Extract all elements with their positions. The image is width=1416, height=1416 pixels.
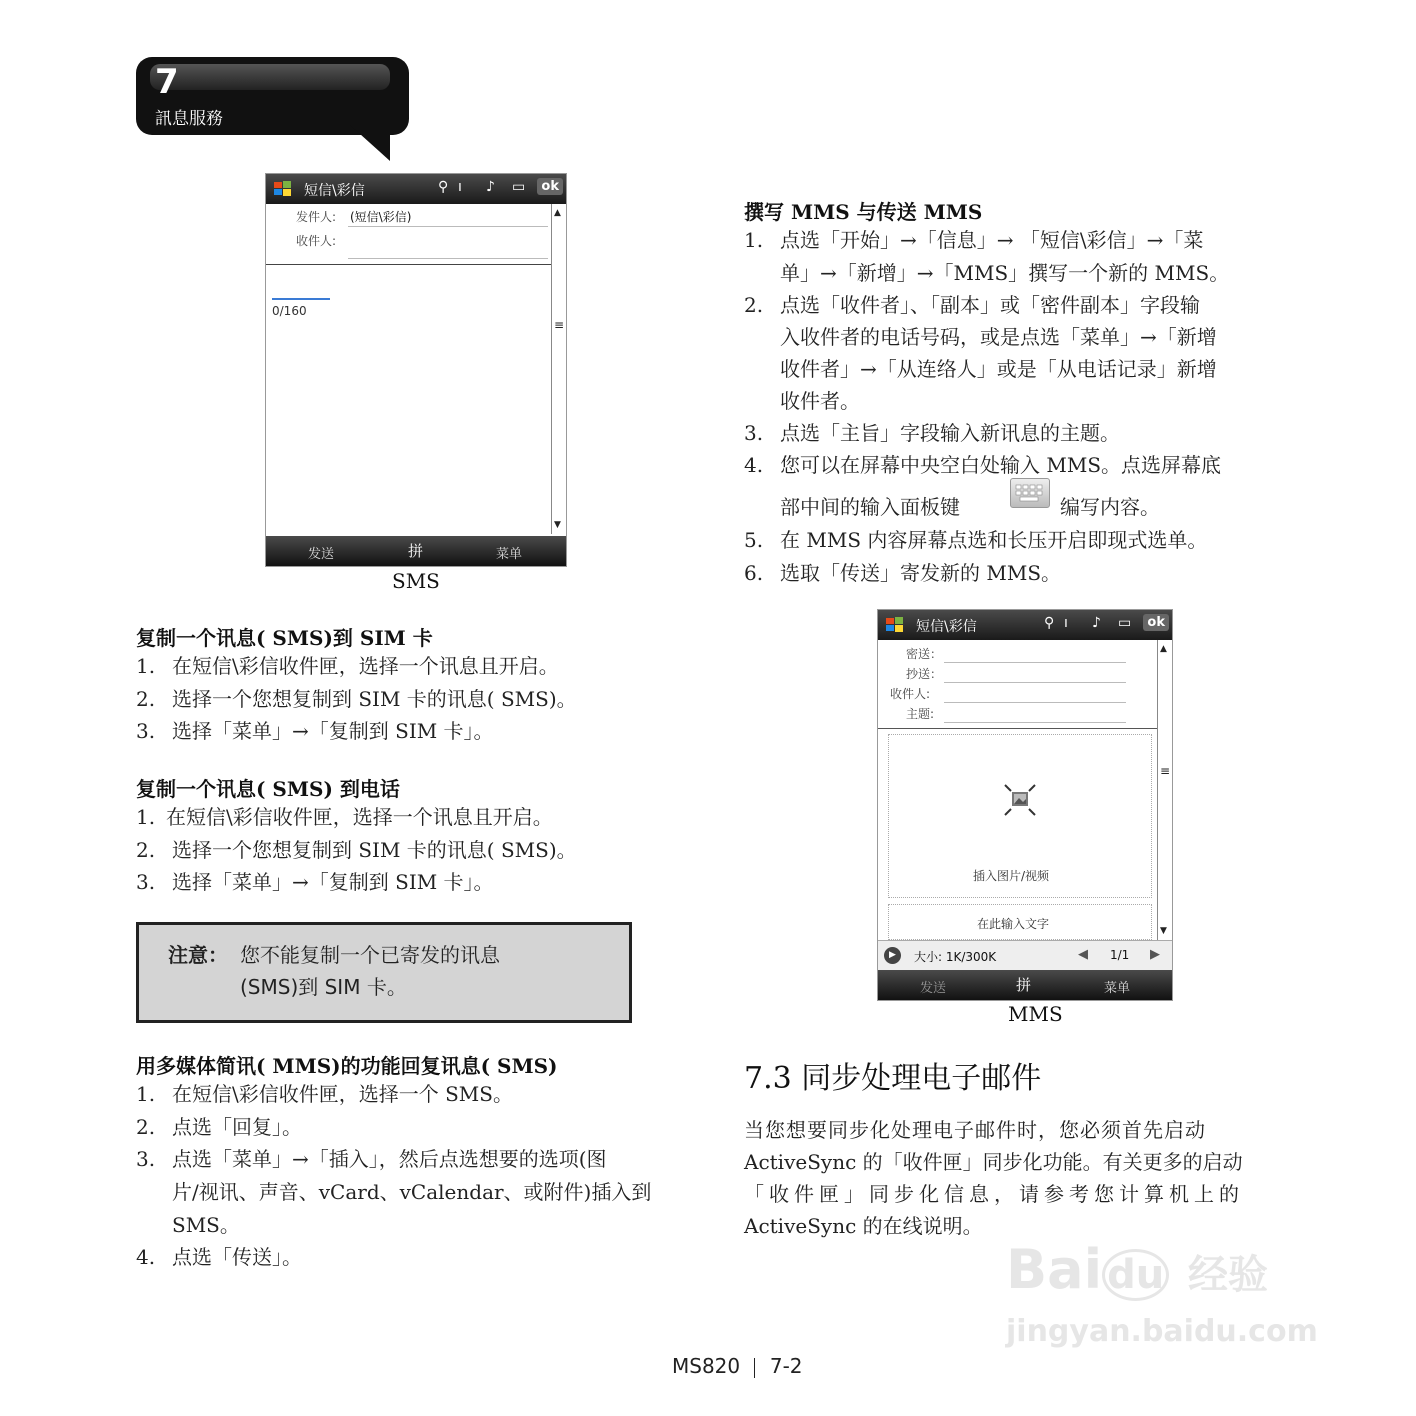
paragraph-line: 当您想要同步化处理电子邮件时，您必须首先启动 <box>744 1118 1206 1142</box>
play-icon[interactable]: ▶ <box>884 947 901 964</box>
cc-field[interactable] <box>944 682 1126 683</box>
step-text: 单」→「新增」→「MMS」撰写一个新的 MMS。 <box>780 261 1230 285</box>
step-text: SMS。 <box>172 1213 240 1237</box>
page-indicator: 1/1 <box>1110 948 1130 962</box>
mms-title: 短信\彩信 <box>916 619 977 635</box>
paragraph-line: 「收件匣」同步化信息，请参考您计算机上的 <box>744 1182 1244 1206</box>
mms-softkey-bar <box>878 970 1172 1000</box>
section-title-sync: 7.3 同步处理电子邮件 <box>744 1061 1042 1096</box>
sms-title-bar <box>266 174 566 204</box>
menu-softkey[interactable]: 菜单 <box>1104 981 1131 996</box>
prev-page-icon[interactable]: ◀ <box>1078 947 1088 962</box>
footer-separator <box>754 1358 755 1378</box>
mms-title-bar <box>878 610 1172 640</box>
step-text: 在短信\彩信收件匣，选择一个讯息且开启。 <box>166 805 553 829</box>
send-softkey[interactable]: 发送 <box>920 981 947 996</box>
mms-status-bar <box>878 940 1172 971</box>
watermark-brand-text-2: du <box>1102 1249 1169 1301</box>
windows-start-icon[interactable] <box>884 615 906 635</box>
step-text: 部中间的输入面板键 <box>780 495 960 519</box>
paragraph-line: ActiveSync 的「收件匣」同步化功能。有关更多的启动 <box>744 1150 1243 1174</box>
sms-caption: SMS <box>392 569 440 593</box>
sms-title: 短信\彩信 <box>304 183 365 199</box>
to-field[interactable] <box>944 702 1126 703</box>
step-number: 2. <box>136 1115 156 1139</box>
message-size: 大小: 1K/300K <box>914 950 997 964</box>
to-label: 收件人: <box>296 234 337 248</box>
text-placeholder: 在此输入文字 <box>977 917 1050 931</box>
signal-icon[interactable]: ı <box>1064 615 1068 631</box>
step-text: 收件者」→「从连络人」或是「从电话记录」新增 <box>780 357 1217 381</box>
chapter-number: 7 <box>155 62 179 102</box>
connectivity-icon[interactable]: ⚲ <box>438 179 449 195</box>
scroll-up-icon[interactable]: ▲ <box>554 208 561 218</box>
signal-icon[interactable]: ı <box>458 179 462 195</box>
sync-paragraph <box>744 1114 1310 1242</box>
step-number: 3. <box>136 719 156 743</box>
heading-copy-phone: 复制一个讯息( SMS) 到电话 <box>136 777 400 801</box>
header-divider <box>878 728 1157 729</box>
insert-media-area[interactable] <box>888 734 1152 898</box>
step-text: 选择「菜单」→「复制到 SIM 卡」。 <box>172 719 494 743</box>
chapter-badge-tail <box>350 125 390 161</box>
header-divider <box>266 264 551 265</box>
menu-softkey[interactable]: 菜单 <box>496 547 523 562</box>
step-number: 4. <box>136 1245 156 1269</box>
scrollbar[interactable] <box>551 204 566 534</box>
step-text: 选取「传送」寄发新的 MMS。 <box>780 561 1062 585</box>
insert-media-label: 插入图片/视频 <box>973 869 1050 883</box>
ok-button[interactable]: ok <box>1143 614 1169 631</box>
sms-screen <box>265 173 567 567</box>
watermark-brand <box>1006 1238 1268 1301</box>
scroll-thumb-icon[interactable]: ≡ <box>554 318 565 332</box>
step-text: 编写内容。 <box>1060 495 1160 519</box>
from-divider <box>348 226 548 227</box>
step-text: 在短信\彩信收件匣，选择一个 SMS。 <box>172 1082 513 1106</box>
input-method-softkey[interactable]: 拼 <box>408 542 424 560</box>
next-page-icon[interactable]: ▶ <box>1150 947 1160 962</box>
step-text: 在短信\彩信收件匣，选择一个讯息且开启。 <box>172 654 559 678</box>
scroll-thumb-icon[interactable]: ≡ <box>1160 764 1171 778</box>
bcc-label: 密送： <box>906 647 943 661</box>
footer-model: MS820 <box>672 1354 741 1378</box>
watermark-url: jingyan.baidu.com <box>1006 1314 1318 1349</box>
scroll-down-icon[interactable]: ▼ <box>554 520 561 530</box>
step-text: 您可以在屏幕中央空白处输入 MMS。点选屏幕底 <box>780 453 1222 477</box>
step-text: 点选「菜单」→「插入」，然后点选想要的选项(图 <box>172 1147 607 1171</box>
page-footer <box>672 1354 803 1378</box>
watermark-brand-text: Bai <box>1006 1238 1103 1301</box>
chapter-badge-shine <box>150 64 390 90</box>
watermark-cn: 经验 <box>1188 1252 1269 1298</box>
sms-softkey-bar <box>266 536 566 566</box>
heading-copy-sim: 复制一个讯息( SMS)到 SIM 卡 <box>136 626 433 650</box>
step-text: 片/视讯、声音、vCard、vCalendar、或附件)插入到 <box>172 1180 652 1204</box>
step-number: 1. <box>136 654 156 678</box>
volume-icon[interactable]: ♪ <box>1092 615 1101 631</box>
step-number: 3. <box>136 1147 156 1171</box>
chapter-title: 訊息服務 <box>155 109 223 129</box>
footer-page: 7-2 <box>769 1354 803 1378</box>
scrollbar[interactable] <box>1157 640 1172 940</box>
keyboard-icon <box>1010 478 1050 508</box>
bcc-field[interactable] <box>944 662 1126 663</box>
insert-picture-icon[interactable] <box>1001 781 1039 819</box>
step-text: 选择一个您想复制到 SIM 卡的讯息( SMS)。 <box>172 838 577 862</box>
heading-reply-mms: 用多媒体简讯( MMS)的功能回复讯息( SMS) <box>136 1054 558 1078</box>
from-label: 发件人: <box>296 210 337 224</box>
step-number: 4. <box>744 453 764 477</box>
windows-start-icon[interactable] <box>272 179 294 199</box>
step-number: 6. <box>744 561 764 585</box>
battery-icon[interactable]: ▭ <box>512 179 526 195</box>
step-number: 3. <box>136 870 156 894</box>
step-text: 点选「开始」→「信息」→ 「短信\彩信」→「菜 <box>780 228 1204 252</box>
battery-icon[interactable]: ▭ <box>1118 615 1132 631</box>
step-number: 2. <box>744 293 764 317</box>
step-text: 点选「传送」。 <box>172 1245 302 1269</box>
to-label: 收件人: <box>890 687 931 701</box>
subject-label: 主题: <box>906 707 935 721</box>
step-number: 1. <box>744 228 764 252</box>
step-text: 收件者。 <box>780 389 860 413</box>
cc-label: 抄送： <box>906 667 943 681</box>
heading-compose-mms: 撰写 MMS 与传送 MMS <box>744 200 983 224</box>
send-softkey[interactable]: 发送 <box>308 547 335 562</box>
subject-field[interactable] <box>944 722 1126 723</box>
step-text: 点选「收件者」、「副本」或「密件副本」字段输 <box>780 293 1200 317</box>
text-cursor-bar <box>272 298 330 300</box>
text-input-area[interactable] <box>888 904 1152 940</box>
step-text: 点选「主旨」字段输入新讯息的主题。 <box>780 421 1120 445</box>
input-method-softkey[interactable]: 拼 <box>1016 976 1032 994</box>
step-number: 3. <box>744 421 764 445</box>
step-text: 在 MMS 内容屏幕点选和长压开启即现式选单。 <box>780 528 1208 552</box>
char-counter: 0/160 <box>272 304 307 318</box>
scroll-down-icon[interactable]: ▼ <box>1160 926 1167 936</box>
step-number: 2. <box>136 838 156 862</box>
connectivity-icon[interactable]: ⚲ <box>1044 615 1055 631</box>
step-number: 5. <box>744 528 764 552</box>
ok-button[interactable]: ok <box>537 178 563 195</box>
step-text: 入收件者的电话号码，或是点选「菜单」→「新增 <box>780 325 1217 349</box>
note-label: 注意： <box>168 943 228 967</box>
mms-caption: MMS <box>1008 1002 1063 1026</box>
scroll-up-icon[interactable]: ▲ <box>1160 644 1167 654</box>
step-number: 2. <box>136 687 156 711</box>
note-line-2: (SMS)到 SIM 卡。 <box>240 975 407 999</box>
mms-screen <box>877 609 1173 1001</box>
from-field[interactable]: (短信\彩信) <box>350 210 412 224</box>
step-text: 选择「菜单」→「复制到 SIM 卡」。 <box>172 870 494 894</box>
paragraph-line: ActiveSync 的在线说明。 <box>744 1214 983 1238</box>
volume-icon[interactable]: ♪ <box>486 179 495 195</box>
note-line-1: 您不能复制一个已寄发的讯息 <box>240 943 500 967</box>
step-number: 1. <box>136 1082 156 1106</box>
step-text: 点选「回复」。 <box>172 1115 302 1139</box>
to-field[interactable] <box>348 258 548 259</box>
step-number: 1. <box>136 805 156 829</box>
step-text: 选择一个您想复制到 SIM 卡的讯息( SMS)。 <box>172 687 577 711</box>
